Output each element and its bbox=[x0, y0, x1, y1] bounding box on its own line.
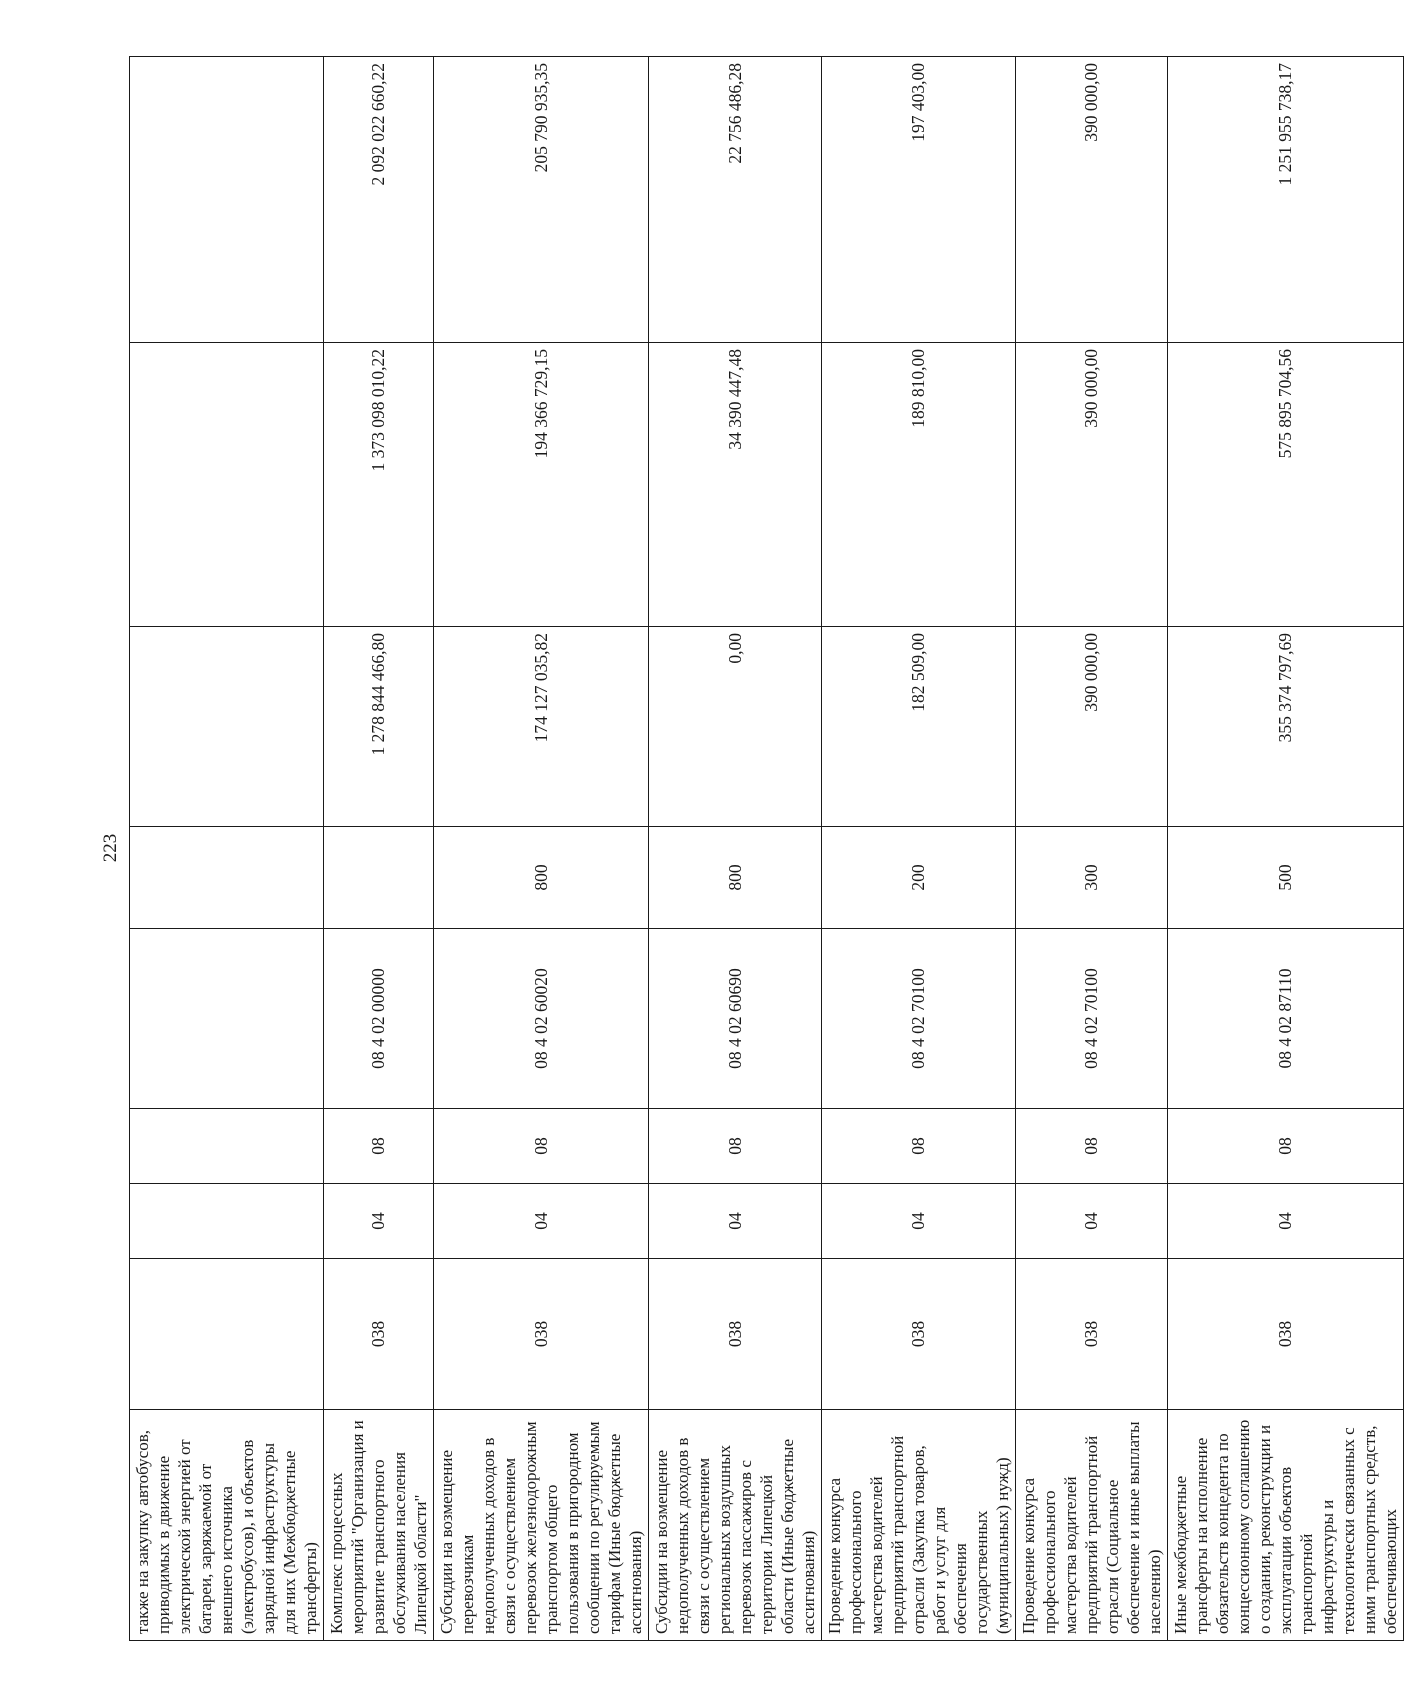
amount-year-2: 575 895 704,56 bbox=[1168, 343, 1404, 627]
expense-type-code bbox=[324, 827, 434, 929]
amount-year-2 bbox=[130, 343, 324, 627]
subsection-code: 08 bbox=[822, 1109, 1016, 1184]
target-article-code bbox=[130, 929, 324, 1109]
amount-year-1: 1 278 844 466,80 bbox=[324, 627, 434, 827]
ministry-code bbox=[130, 1259, 324, 1410]
amount-year-2: 1 373 098 010,22 bbox=[324, 343, 434, 627]
table-row bbox=[1168, 57, 1404, 1641]
amount-year-3: 197 403,00 bbox=[822, 57, 1016, 343]
section-code: 04 bbox=[822, 1184, 1016, 1259]
expense-type-code: 300 bbox=[1016, 827, 1168, 929]
table-row bbox=[649, 57, 822, 1641]
row-name: Комплекс процессных мероприятий "Организация и развитие транспортного обслуживания населения Липецкой области" bbox=[324, 1410, 434, 1641]
amount-year-2: 390 000,00 bbox=[1016, 343, 1168, 627]
target-article-code: 08 4 02 70100 bbox=[1016, 929, 1168, 1109]
amount-year-2: 34 390 447,48 bbox=[649, 343, 822, 627]
ministry-code: 038 bbox=[1016, 1259, 1168, 1410]
table-body bbox=[130, 57, 1404, 1641]
subsection-code bbox=[130, 1109, 324, 1184]
amount-year-1: 174 127 035,82 bbox=[434, 627, 649, 827]
section-code: 04 bbox=[1168, 1184, 1404, 1259]
amount-year-2: 189 810,00 bbox=[822, 343, 1016, 627]
amount-year-2: 194 366 729,15 bbox=[434, 343, 649, 627]
subsection-code: 08 bbox=[1016, 1109, 1168, 1184]
subsection-code: 08 bbox=[324, 1109, 434, 1184]
target-article-code: 08 4 02 70100 bbox=[822, 929, 1016, 1109]
section-code: 04 bbox=[324, 1184, 434, 1259]
target-article-code: 08 4 02 87110 bbox=[1168, 929, 1404, 1109]
row-name: Иные межбюджетные трансферты на исполнение обязательств концедента по концессионному соглашению о создании, реконструкции и эксплуатации объектов транспортной инфраструктуры и технологически связанных с ними транспортных средств, обеспечивающих bbox=[1168, 1410, 1404, 1641]
table-row bbox=[1016, 57, 1168, 1641]
amount-year-3: 1 251 955 738,17 bbox=[1168, 57, 1404, 343]
amount-year-1: 390 000,00 bbox=[1016, 627, 1168, 827]
amount-year-3: 205 790 935,35 bbox=[434, 57, 649, 343]
section-code bbox=[130, 1184, 324, 1259]
amount-year-3: 2 092 022 660,22 bbox=[324, 57, 434, 343]
page-number: 223 bbox=[100, 833, 121, 863]
table-row bbox=[130, 57, 324, 1641]
ministry-code: 038 bbox=[822, 1259, 1016, 1410]
subsection-code: 08 bbox=[649, 1109, 822, 1184]
table-row bbox=[822, 57, 1016, 1641]
row-name: Субсидии на возмещение недополученных доходов в связи с осуществлением региональных воздушных перевозок пассажиров с территории Липецкой области (Иные бюджетные ассигнования) bbox=[649, 1410, 822, 1641]
expense-type-code: 200 bbox=[822, 827, 1016, 929]
target-article-code: 08 4 02 60020 bbox=[434, 929, 649, 1109]
amount-year-1: 182 509,00 bbox=[822, 627, 1016, 827]
amount-year-3: 22 756 486,28 bbox=[649, 57, 822, 343]
ministry-code: 038 bbox=[324, 1259, 434, 1410]
ministry-code: 038 bbox=[1168, 1259, 1404, 1410]
row-name: Проведение конкурса профессионального мастерства водителей предприятий транспортной отрасли (Закупка товаров, работ и услуг для обеспечения государственных (муниципальных) нужд) bbox=[822, 1410, 1016, 1641]
subsection-code: 08 bbox=[434, 1109, 649, 1184]
rotated-page-content bbox=[129, 57, 1400, 1641]
budget-table bbox=[129, 56, 1404, 1641]
section-code: 04 bbox=[434, 1184, 649, 1259]
amount-year-3 bbox=[130, 57, 324, 343]
target-article-code: 08 4 02 60690 bbox=[649, 929, 822, 1109]
subsection-code: 08 bbox=[1168, 1109, 1404, 1184]
expense-type-code bbox=[130, 827, 324, 929]
section-code: 04 bbox=[649, 1184, 822, 1259]
section-code: 04 bbox=[1016, 1184, 1168, 1259]
ministry-code: 038 bbox=[649, 1259, 822, 1410]
expense-type-code: 800 bbox=[434, 827, 649, 929]
expense-type-code: 500 bbox=[1168, 827, 1404, 929]
amount-year-3: 390 000,00 bbox=[1016, 57, 1168, 343]
table-row bbox=[324, 57, 434, 1641]
ministry-code: 038 bbox=[434, 1259, 649, 1410]
row-name: Субсидии на возмещение перевозчикам недополученных доходов в связи с осуществлением перевозок железнодорожным транспортом общего пользования в пригородном сообщении по регулируемым тарифам (Иные бюджетные ассигнования) bbox=[434, 1410, 649, 1641]
amount-year-1: 0,00 bbox=[649, 627, 822, 827]
table-row bbox=[434, 57, 649, 1641]
amount-year-1 bbox=[130, 627, 324, 827]
target-article-code: 08 4 02 00000 bbox=[324, 929, 434, 1109]
amount-year-1: 355 374 797,69 bbox=[1168, 627, 1404, 827]
expense-type-code: 800 bbox=[649, 827, 822, 929]
row-name: также на закупку автобусов, приводимых в движение электрической энергией от батареи, заряжаемой от внешнего источника (электробусов), и объектов зарядной инфраструктуры для них (Межбюджетные трансферты) bbox=[130, 1410, 324, 1641]
row-name: Проведение конкурса профессионального мастерства водителей предприятий транспортной отрасли (Социальное обеспечение и иные выплаты населению) bbox=[1016, 1410, 1168, 1641]
